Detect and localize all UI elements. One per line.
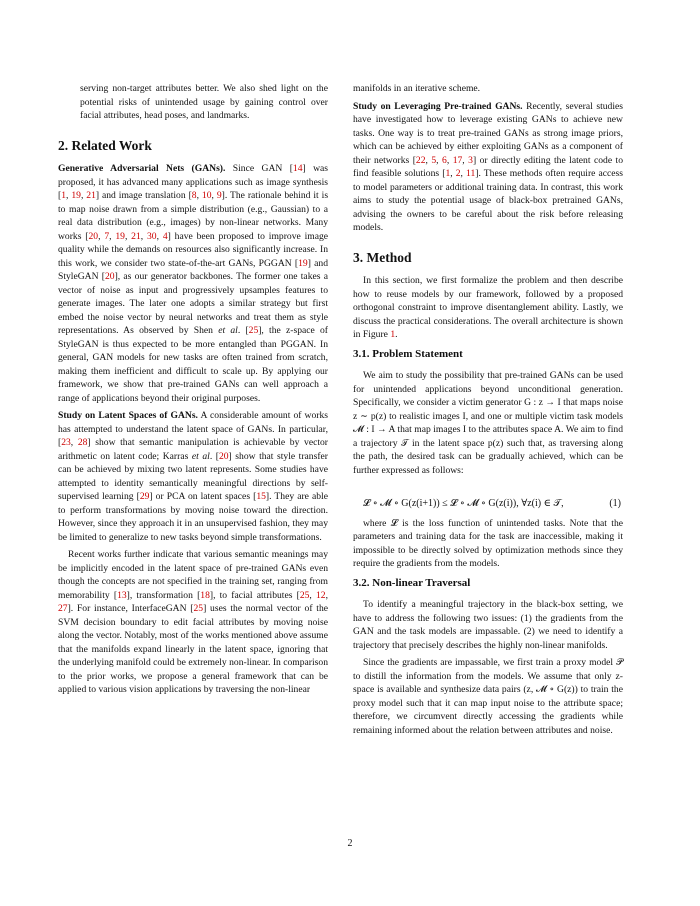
citation-link[interactable]: 10 <box>201 190 212 201</box>
citation-link[interactable]: 19 <box>115 230 125 242</box>
paragraph-head: Study on Latent Spaces of GANs. <box>58 410 198 421</box>
text: ] and StyleGAN [ <box>58 257 328 282</box>
paragraph-latent-spaces: Study on Latent Spaces of GANs. A considerable amount of works has attempted to understand the latent space of GANs. In particular, [23, 28] show that semantic manipulation is achievable by vector arithmetic on latent code; Karras et al. [20] show that style transfer can be achieved by mixing two latent represents. Some studies have attempted to identity semantically meaningful directions by self-supervised learning [29] or PCA on latent spaces [15]. They are able to perform transformations by moving noise toward the direction. However, since they approach it in an unsupervised fashion, they may be limited to generalize to new tasks beyond simple transformations. <box>58 410 328 543</box>
citation-link[interactable]: 20 <box>218 450 229 462</box>
citation-link[interactable]: 1 <box>61 190 66 201</box>
citation-link[interactable]: 27 <box>58 603 68 614</box>
right-column <box>353 82 623 741</box>
et-al: et al <box>218 325 238 336</box>
citation-link[interactable]: 25 <box>299 589 310 601</box>
text: ] or PCA on latent spaces [ <box>149 491 257 502</box>
text: Recently, several studies have investigated how to leverage existing GANs to achieve new tasks. One way is to treat pre-trained GANs as strong image priors, which can be achieved by either exploiting GANs as a component of their networks [ <box>353 100 623 166</box>
text: Since GAN [ <box>225 163 293 174</box>
citation-link[interactable]: 2 <box>455 168 461 179</box>
paragraph-proxy-model: Since the gradients are impassable, we first train a proxy model 𝒫 to distill the information from the models. We assume that only z-space is available and synthesize data pairs (z, 𝓜 ∘ G(z)) to train the proxy model such that it can map input noise to the attribute space; therefore, we circumvent directly accessing the gradients while remaining informed about the relation between attributes and noise. <box>353 657 623 736</box>
text: ] show that semantic manipulation is achievable by vector arithmetic on latent code; Karras <box>58 437 328 462</box>
citation-link[interactable]: 4 <box>162 230 168 242</box>
text: ] uses the normal vector of the SVM decision boundary to edit facial attributes by moving noise along the vector. Notably, most of the works mentioned above assume that the manifolds expand linearly in the latent space, ignoring that the underlying manifold could be extremely non-linear. In comparison to the prior works, we propose a general framework that can be applied to various vision applications by traversing the non-linear <box>58 603 329 695</box>
paragraph-loss-function: where 𝓛 is the loss function of unintended tasks. Note that the parameters and training data for the task are inaccessible, making it impossible to be directly solved by optimization methods since they require the gradients from the models. <box>353 517 623 569</box>
text: In this section, we first formalize the problem and then describe how to reuse models by our framework, followed by a proposed orthogonal constraint to improve disentanglement ability. Lastly, we discuss the practical considerations. The overall architecture is shown in Figure <box>353 275 623 340</box>
citation-link[interactable]: 13 <box>117 589 127 601</box>
citation-link[interactable]: 17 <box>452 154 463 166</box>
equation-1 <box>353 497 623 511</box>
left-column <box>58 82 328 701</box>
citation-link[interactable]: 18 <box>200 589 210 601</box>
text: ], as our generator backbones. The former one takes a vector of noise as input and progressively upsamples features to generate images. The later one adopts a similar strategy but first embed the noise vector by neural networks and treat them as style representations. As observed by Shen <box>58 271 328 336</box>
text: ] was proposed, it has advanced many applications such as image synthesis [ <box>58 163 328 201</box>
citation-link[interactable]: 25 <box>248 325 259 336</box>
text: ], the z-space of StyleGAN is thus expected to be more entangled than PGGAN. In general, GAN models for new tasks are often trained from scratch, making them inefficient and difficult to scale up. By applying our framework, we show that pre-trained GANs can well approach a range of applications beyond their original purposes. <box>58 325 328 404</box>
paragraph-problem-statement: We aim to study the possibility that pre-trained GANs can be used for unintended applications beyond unconditional generation. Specifically, we consider a victim generator G : z → I that maps noise z ∼ p(z) to realistic images I, and one or multiple victim task models 𝓜 : I → A that map images I to the attributes space A. We aim to find a trajectory 𝒯 in the latent space p(z) such that, as traversing along the path, the desired task can be gradually achieved, which can be further expressed as follows: <box>353 370 623 476</box>
citation-link[interactable]: 1 <box>445 168 451 179</box>
citation-link[interactable]: 9 <box>216 190 222 201</box>
citation-link[interactable]: 5 <box>431 154 437 166</box>
citation-link[interactable]: 19 <box>71 190 81 201</box>
citation-link[interactable]: 20 <box>88 230 99 242</box>
citation-link[interactable]: 21 <box>131 230 141 242</box>
section-method-title: 3. Method <box>353 249 412 265</box>
text: . <box>395 329 398 340</box>
equation-body: 𝓛 ∘ 𝓜 ∘ G(z(i+1)) ≤ 𝓛 ∘ 𝓜 ∘ G(z(i)), ∀z(i) ∈ 𝒯, <box>363 498 564 509</box>
text: ]. For instance, InterfaceGAN [ <box>67 603 194 614</box>
citation-link[interactable]: 15 <box>256 491 266 502</box>
paragraph-gans: Generative Adversarial Nets (GANs). Since GAN [14] was proposed, it has advanced many applications such as image synthesis [1, 19, 21] and image translation [8, 10, 9]. The rationale behind it is to map noise drawn from a simple distribution (e.g., Gaussian) to a real data distribution (e.g., images) by non-linear networks. Many works [20, 7, 19, 21, 30, 4] have been proposed to improve image quality while the demands on resources also significantly increase. In this work, we consider two state-of-the-art GANs, PGGAN [19] and StyleGAN [20], as our generator backbones. The former one takes a vector of noise as input and progressively upsamples features to generate images. The later one adopts a similar strategy but first embed the noise vector by neural networks and treat them as style representations. As observed by Shen et al. [25], the z-space of StyleGAN is thus expected to be more entangled than PGGAN. In general, GAN models for new tasks are often trained from scratch, making them inefficient and difficult to scale up. By applying our framework, we show that pre-trained GANs can well approach a range of applications beyond their original purposes. <box>58 163 329 404</box>
paragraph-traversal-issues: To identify a meaningful trajectory in the black-box setting, we have to address the following two issues: (1) the gradients from the GAN and the task models are impassable. (2) we need to identify a trajectory that precisely describes the highly non-linear manifolds. <box>353 599 623 651</box>
citation-link[interactable]: 21 <box>86 190 96 201</box>
citation-link[interactable]: 6 <box>442 154 447 166</box>
citation-link[interactable]: 19 <box>298 257 308 269</box>
citation-link[interactable]: 20 <box>104 271 115 282</box>
citation-link[interactable]: 29 <box>139 491 150 502</box>
paragraph-recent-works: Recent works further indicate that various semantic meanings may be implicitly encoded in the latent space of pre-trained GANs even though the concepts are not specified in the training set, ranging from memorability [13], transformation [18], to facial attributes [25, 12, 27]. For instance, InterfaceGAN [25] uses the normal vector of the SVM decision boundary to edit facial attributes by moving noise along the vector. Notably, most of the works mentioned above assume that the manifolds expand linearly in the latent space, ignoring that the underlying manifold could be extremely non-linear. In comparison to the prior works, we propose a general framework that can be applied to various vision applications by traversing the non-linear <box>58 549 329 695</box>
citation-link[interactable]: 8 <box>191 190 197 201</box>
paragraph-head: Study on Leveraging Pre-trained GANs. <box>353 100 523 112</box>
citation-link[interactable]: 22 <box>415 154 426 166</box>
text: ]. The rationale behind it is to map noise drawn from a simple distribution (e.g., Gaussian) to a real data distribution (e.g., images) by non-linear networks. Many works [ <box>58 190 329 242</box>
text: A considerable amount of works has attempted to understand the latent space of GANs. In particular, [ <box>58 410 328 448</box>
text: . [ <box>237 325 249 336</box>
text: . [ <box>209 450 219 462</box>
citation-link[interactable]: 25 <box>193 603 204 614</box>
citation-link[interactable]: 23 <box>61 437 71 448</box>
text: ] show that style transfer can be achieved by mixing two latent represents. Some studies have attempted to identity semantically meaningful directions by self-supervised learning [ <box>58 450 328 502</box>
text: ]. These methods often require access to model parameters or additional training data. In contrast, this work aims to study the potential usage of black-box pretrained GANs, advising the owners to be careful about the risk before releasing models. <box>353 168 623 233</box>
citation-link[interactable]: 12 <box>316 589 326 601</box>
text: ] have been proposed to improve image quality while the demands on resources also significantly increase. In this work, we consider two state-of-the-art GANs, PGGAN [ <box>58 230 329 269</box>
text: ]. They are able to perform transformations by moving noise toward the direction. However, since they approach it in an unsupervised fashion, they may be limited to generalize to new tasks beyond simple transformations. <box>58 491 328 543</box>
citation-link[interactable]: 7 <box>104 230 110 242</box>
subsection-problem-statement-title: 3.1. Problem Statement <box>353 347 463 360</box>
text: ], transformation [ <box>126 589 201 601</box>
paragraph-pretrained-gans: Study on Leveraging Pre-trained GANs. Recently, several studies have investigated how to leverage existing GANs to achieve new tasks. One way is to treat pre-trained GANs as strong image priors, which can be achieved by either exploiting GANs as a component of their networks [22, 5, 6, 17, 3] or directly editing the latent code to find feasible solutions [1, 2, 11]. These methods often require access to model parameters or additional training data. In contrast, this work aims to study the potential usage of black-box pretrained GANs, advising the owners to be careful about the risk before releasing models. <box>353 100 624 233</box>
intro-continuation: serving non-target attributes better. We also shed light on the potential risks of unintended usage by gaining control over facial attributes, head poses, and landmarks. <box>80 83 328 121</box>
citation-link[interactable]: 30 <box>147 230 157 242</box>
section-related-work-title: 2. Related Work <box>58 137 152 153</box>
citation-link[interactable]: 11 <box>466 168 476 179</box>
citation-link[interactable]: 28 <box>77 437 88 448</box>
subsection-nonlinear-traversal-title: 3.2. Non-linear Traversal <box>353 576 471 589</box>
text: ], to facial attributes [ <box>209 589 300 601</box>
paragraph-method-intro <box>353 274 623 342</box>
text: ] and image translation [ <box>95 190 192 201</box>
equation-number: (1) <box>609 498 621 509</box>
et-al: et al <box>191 450 210 462</box>
page-number: 2 <box>347 838 353 849</box>
paragraph-head: Generative Adversarial Nets (GANs). <box>58 163 226 174</box>
citation-link[interactable]: 3 <box>468 154 473 166</box>
citation-link[interactable]: 14 <box>292 163 303 174</box>
figure-link[interactable]: 1 <box>390 329 396 340</box>
related-continuation: manifolds in an iterative scheme. <box>353 83 481 94</box>
text: Recent works further indicate that various semantic meanings may be implicitly encoded in the latent space of pre-trained GANs even though the concepts are not specified in the training set, ranging from memorability [ <box>58 549 328 601</box>
text: ] or directly editing the latent code to find feasible solutions [ <box>353 154 624 179</box>
